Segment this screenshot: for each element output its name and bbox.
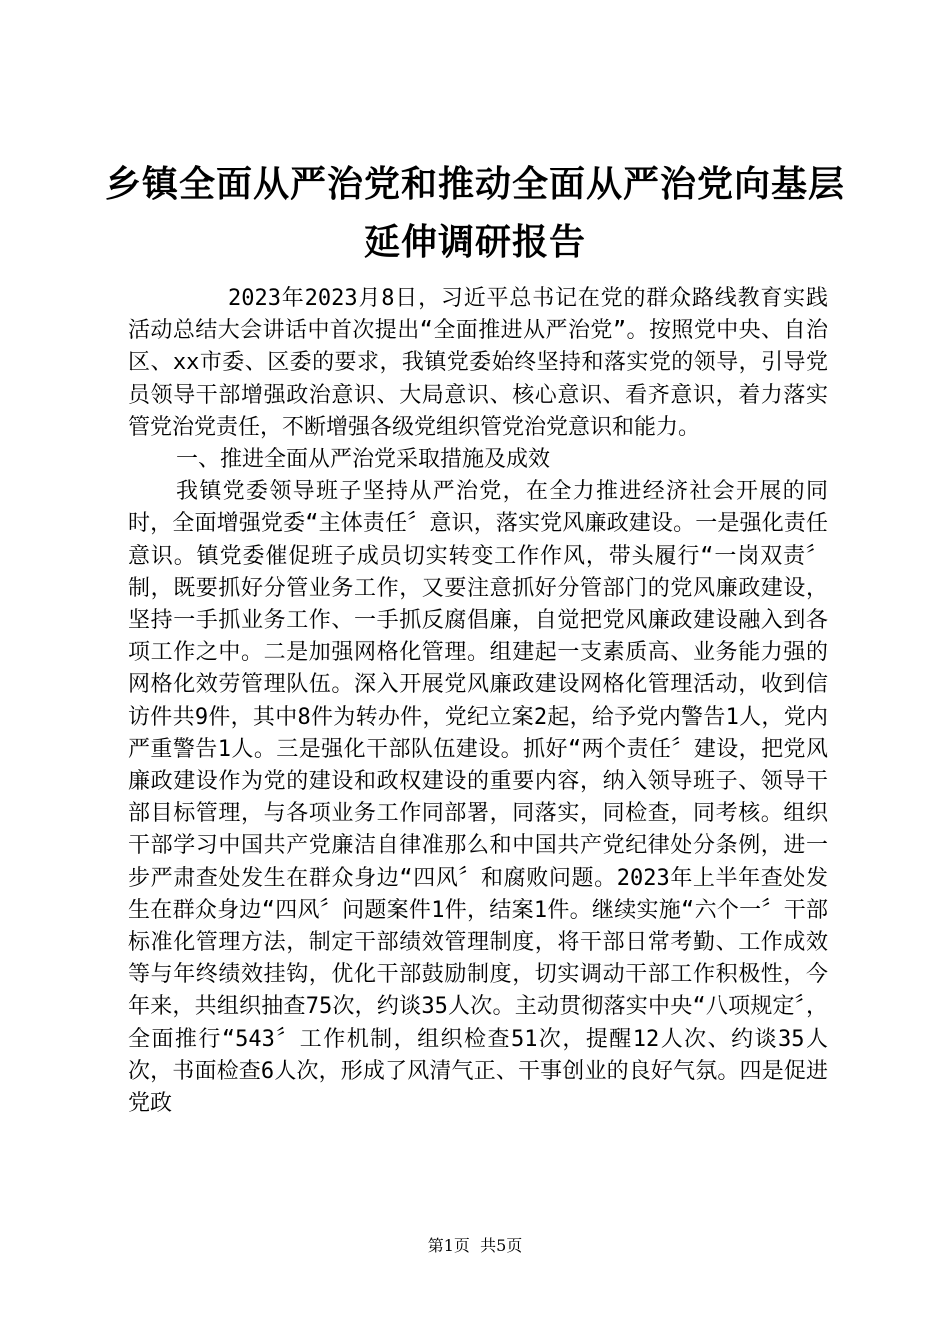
document-title-line-1: 乡镇全面从严治党和推动全面从严治党向基层 — [104, 163, 845, 205]
document-title-line-2: 延伸调研报告 — [363, 221, 586, 263]
paragraph-section-1: 我镇党委领导班子坚持从严治党，在全力推进经济社会开展的同时，全面增强党委“主体责任〞意识，落实党风廉政建设。一是强化责任意识。镇党委催促班子成员切实转变工作作风，带头履行“一岗双责〞制，既要抓好分管业务工作，又要注意抓好分管部门的党风廉政建设，坚持一手抓业务工作、一手抓反腐倡廉，自觉把党风廉政建设融入到各项工作之中。二是加强网格化管理。组建起一支素质高、业务能力强的网格化效劳管理队伍。深入开展党风廉政建设网格化管理活动，收到信访件共9件，其中8件为转办件，党纪立案2起，给予党内警告1人，党内严重警告1人。三是强化干部队伍建设。抓好“两个责任〞建设，把党风廉政建设作为党的建设和政权建设的重要内容，纳入领导班子、领导干部目标管理，与各项业务工作同部署，同落实，同检查，同考核。组织干部学习中国共产党廉洁自律准那么和中国共产党纪律处分条例，进一步严肃查处发生在群众身边“四风〞和腐败问题。2023年上半年查处发生在群众身边“四风〞问题案件1件，结案1件。继续实施“六个一〞干部标准化管理方法，制定干部绩效管理制度，将干部日常考勤、工作成效等与年终绩效挂钩，优化干部鼓励制度，切实调动干部工作积极性，今年来，共组织抽查75次，约谈35人次。主动贯彻落实中央“八项规定〞，全面推行“543〞工作机制，组织检查51次，提醒12人次、约谈35人次，书面检查6人次，形成了风清气正、干事创业的良好气氛。四是促进党政 — [128, 479, 828, 1117]
page-number-total: 共5页 — [480, 1236, 523, 1255]
page-footer — [0, 1236, 950, 1256]
document-body — [128, 283, 828, 1120]
page-number-current: 第1页 — [427, 1236, 470, 1255]
paragraph-intro: 2023年2023月8日，习近平总书记在党的群众路线教育实践活动总结大会讲话中首次提出“全面推进从严治党”。按照党中央、自治区、xx市委、区委的要求，我镇党委始终坚持和落实党的领导，引导党员领导干部增强政治意识、大局意识、核心意识、看齐意识，着力落实管党治党责任，不断增强各级党组织管党治党意识和能力。 — [128, 286, 828, 440]
section-heading-1: 一、推进全面从严治党采取措施及成效 — [176, 447, 551, 473]
